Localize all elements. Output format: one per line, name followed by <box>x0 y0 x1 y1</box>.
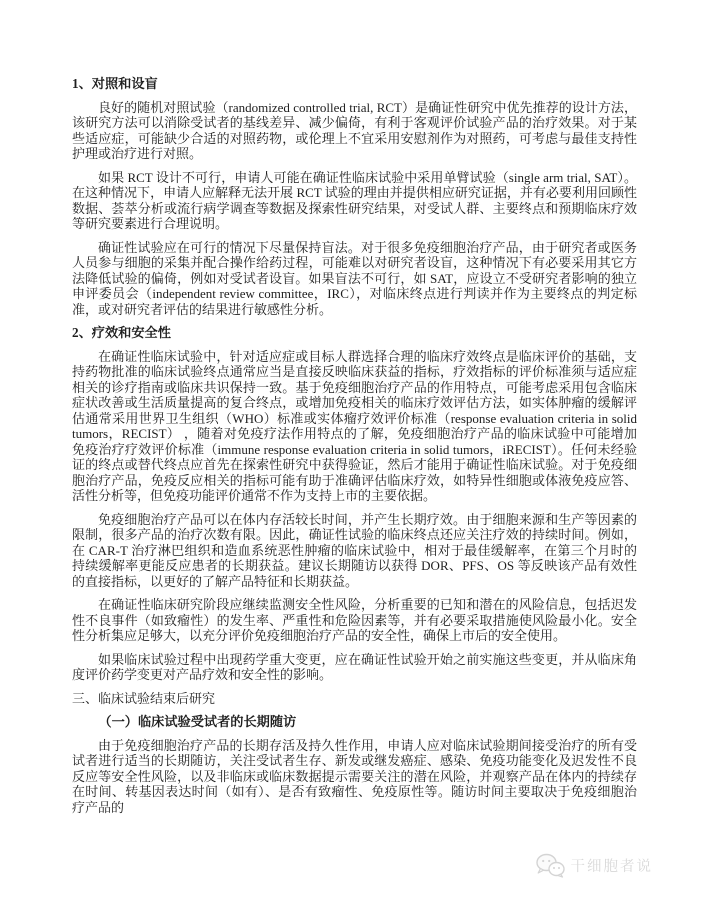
paragraph-single-arm-trial: 如果 RCT 设计不可行，申请人可能在确证性临床试验中采用单臂试验（single arm trial, SAT）。在这种情况下，申请人应解释无法开展 RCT 试验的理由并提供相应研究证据，并有必要利用回顾性数据、荟萃分析或流行病学调查等数据及探索性研究结果，对受试人群、主要终点和预期临床疗效等研究要素进行合理说明。 <box>72 169 637 231</box>
sub-heading-long-term-follow-up: （一）临床试验受试者的长期随访 <box>98 714 297 729</box>
paragraph-blinding-irc: 确证性试验应在可行的情况下尽量保持盲法。对于很多免疫细胞治疗产品，由于研究者或医务人员参与细胞的采集并配合操作给药过程，可能难以对研究者设盲，这种情况下有必要采用其它方法降低试验的偏倚，例如对受试者设盲。如果盲法不可行，如 SAT，应设立不受研究者影响的独立申评委员会（independent review committee，IRC），对临床终点进行判读并作为主要终点的判定标准，或对研究者评估的结果进行敏感性分析。 <box>72 239 637 317</box>
watermark <box>535 853 654 878</box>
paragraph-long-term-efficacy: 免疫细胞治疗产品可以在体内存活较长时间，并产生长期疗效。由于细胞来源和生产等因素的限制，很多产品的治疗次数有限。因此，确证性试验的临床终点还应关注疗效的持续时间。例如，在 CAR-T 治疗淋巴组织和造血系统恶性肿瘤的临床试验中，相对于最佳缓解率，在第三个月时的持续缓解率更能反应患者的长期获益。建议长期随访以获得 DOR、PFS、OS 等反映该产品有效性的直接指标，以更好的了解产品特征和长期获益。 <box>72 511 637 589</box>
paragraph-safety-monitoring: 在确证性临床研究阶段应继续监测安全性风险，分析重要的已知和潜在的风险信息，包括迟发性不良事件（如致瘤性）的发生率、严重性和危险因素等，并有必要采取措施使风险最小化。安全性分析集应足够大，以充分评价免疫细胞治疗产品的安全性，确保上市后的安全使用。 <box>72 597 637 643</box>
paragraph-endpoints-recist: 在确证性临床试验中，针对适应症或目标人群选择合理的临床疗效终点是临床评价的基础，支持药物批准的临床试验终点通常应当是直接反映临床获益的指标，疗效指标的评价标准须与适应症相关的诊疗指南或临床共识保持一致。基于免疫细胞治疗产品的作用特点，可能考虑采用包含临床症状改善或生活质量提高的复合终点，或增加免疫相关的临床疗效评估方法，如实体肿瘤的缓解评估通常采用世界卫生组织（WHO）标准或实体瘤疗效评价标准（response evaluation criteria in solid tumors，RECIST） ，随着对免疫疗法作用特点的了解，免疫细胞治疗产品的临床试验中可能增加免疫治疗疗效评价标准（immune response evaluation criteria in solid tumors，iRECIST）。任何未经验证的终点或替代终点应首先在探索性研究中获得验证，然后才能用于确证性临床试验。对于免疫细胞治疗产品，免疫反应相关的指标可能有助于准确评估临床疗效，如特异性细胞或体液免疫应答、活性分析等，但免疫功能评价通常不作为支持上市的主要依据。 <box>72 348 637 503</box>
paragraph-follow-up-requirements: 由于免疫细胞治疗产品的长期存活及持久性作用，申请人应对临床试验期间接受治疗的所有受试者进行适当的长期随访，关注受试者生存、新发或继发癌症、感染、免疫功能变化及迟发性不良反应等安全性风险，以及非临床或临床数据提示需要关注的潜在风险，并观察产品在体内的持续存在时间、转基因表达时间（如有）、是否有致瘤性、免疫原性等。随访时间主要取决于免疫细胞治疗产品的 <box>72 737 637 815</box>
paragraph-cmc-changes: 如果临床试验过程中出现药学重大变更，应在确证性试验开始之前实施这些变更，并从临床角度评价药学变更对产品疗效和安全性的影响。 <box>72 651 637 682</box>
paragraph-rct-design: 良好的随机对照试验（randomized controlled trial, RCT）是确证性研究中优先推荐的设计方法，该研究方法可以消除受试者的基线差异、减少偏倚，有利于客观评价试验产品的治疗效果。对于某些适应症，可能缺少合适的对照药物，或伦理上不宜采用安慰剂作为对照药，可考虑与最佳支持性护理或治疗进行对照。 <box>72 99 637 161</box>
section-heading-controls-blinding: 1、对照和设盲 <box>72 76 158 91</box>
chapter-heading-post-trial-research: 三、临床试验结束后研究 <box>72 690 216 706</box>
chat-bubbles-icon <box>535 853 565 878</box>
section-heading-efficacy-safety: 2、疗效和安全性 <box>72 325 171 340</box>
watermark-label: 干细胞者说 <box>570 859 653 875</box>
document-body <box>72 76 637 823</box>
